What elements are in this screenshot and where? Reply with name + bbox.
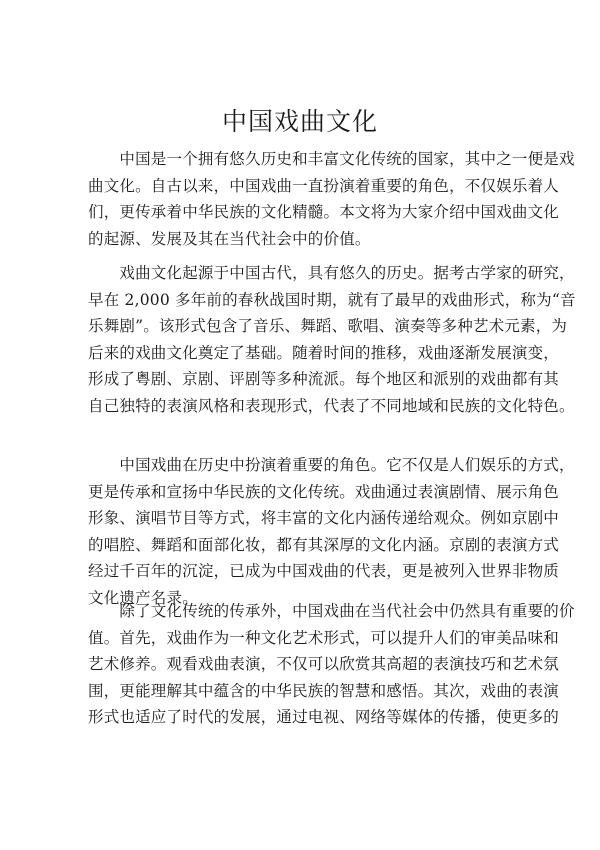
text-line: 更是传承和宣扬中华民族的文化传统。戏曲通过表演剧情、展示角色 [88, 482, 560, 501]
text-line: 中国戏曲在历史中扮演着重要的角色。它不仅是人们娱乐的方式， [88, 456, 575, 474]
text-line: 形式也适应了时代的发展，通过电视、网络等媒体的传播，使更多的 [88, 708, 560, 727]
text-line: 后来的戏曲文化奠定了基础。随着时间的推移，戏曲逐渐发展演变， [88, 343, 560, 362]
document-title: 中国戏曲文化 [221, 107, 378, 136]
text-line: 围，更能理解其中蕴含的中华民族的智慧和感悟。其次，戏曲的表演 [88, 681, 560, 700]
text-line: 文化遗产名录。 [88, 588, 198, 607]
paragraph-origin-intro [88, 146, 575, 252]
paragraph-history [88, 260, 576, 420]
text-line: 早在 2,000 多年前的春秋战国时期，就有了最早的戏曲形式，称为“音 [88, 290, 576, 309]
text-line: 们，更传承着中华民族的文化精髓。本文将为大家介绍中国戏曲文化 [88, 203, 560, 222]
text-line: 的起源、发展及其在当代社会中的价值。 [88, 229, 371, 248]
text-line: 形成了粤剧、京剧、评剧等多种流派。每个地区和派别的戏曲都有其 [88, 370, 560, 389]
text-line: 形象、演唱节目等方式，将丰富的文化内涵传递给观众。例如京剧中 [88, 509, 560, 528]
text-line: 中国是一个拥有悠久历史和丰富文化传统的国家，其中之一便是戏 [88, 150, 575, 168]
paragraph-modern-value [88, 598, 575, 731]
text-line: 的唱腔、舞蹈和面部化妆，都有其深厚的文化内涵。京剧的表演方式 [88, 535, 560, 554]
text-line: 经过千百年的沉淀，已成为中国戏曲的代表，更是被列入世界非物质 [88, 562, 560, 581]
text-line: 艺术修养。观看戏曲表演，不仅可以欣赏其高超的表演技巧和艺术氛 [88, 655, 560, 674]
text-line: 值。首先，戏曲作为一种文化艺术形式，可以提升人们的审美品味和 [88, 628, 560, 647]
text-line: 自己独特的表演风格和表现形式，代表了不同地域和民族的文化特色。 [88, 396, 575, 415]
text-line: 曲文化。自古以来，中国戏曲一直扮演着重要的角色，不仅娱乐着人 [88, 176, 560, 195]
text-line: 除了文化传统的传承外，中国戏曲在当代社会中仍然具有重要的价 [88, 602, 575, 620]
text-line: 戏曲文化起源于中国古代，具有悠久的历史。据考古学家的研究， [88, 264, 575, 282]
text-line: 乐舞剧”。该形式包含了音乐、舞蹈、歌唱、演奏等多种艺术元素，为 [88, 317, 568, 336]
